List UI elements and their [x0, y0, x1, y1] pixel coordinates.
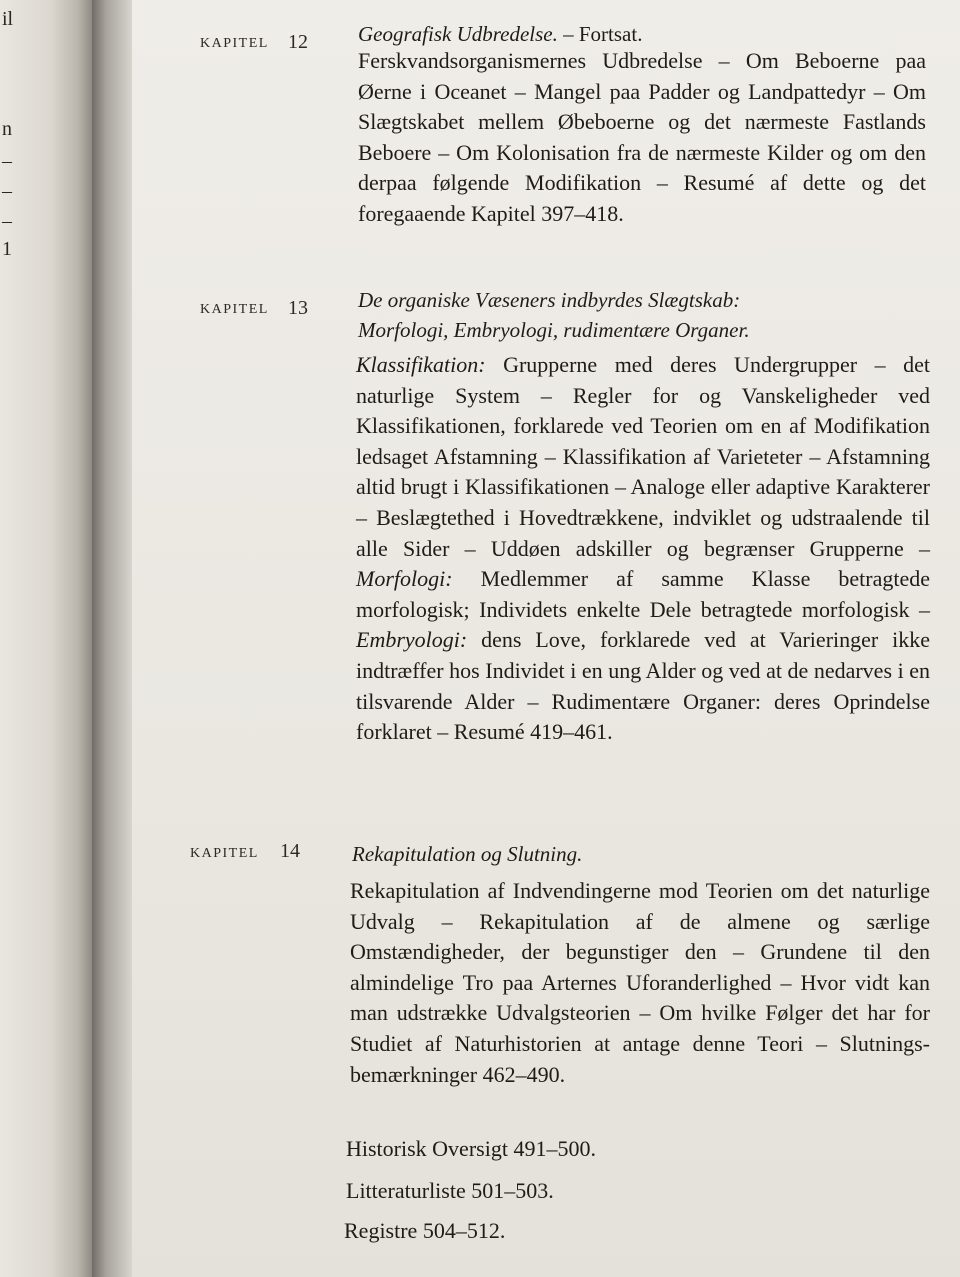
summary-text: Medlemmer af samme Klasse betragtede morfologisk; Individets enkelte Dele betragtede morfologisk – [356, 566, 930, 622]
summary-text: Grupperne med deres Undergrupper – det naturlige System – Regler for og Vanskeligheder ved Klassifikationen, forklarede ved Teorien om en af Modifikation ledsaget Afstamning – Klassifikation af Varieteter – Afstamning altid brugt i Klassifikationen – Analoge eller adaptive Karakterer – Beslægtethed i Hovedtrækkene, indviklet og udstraalende til alle Sider – Uddøen adskiller og begrænser Grupperne – [356, 352, 930, 561]
chapter-label: KAPITEL [190, 846, 259, 861]
chapter-label: KAPITEL [200, 302, 269, 317]
left-page-edge [0, 0, 92, 1277]
chapter-number: 12 [288, 31, 308, 53]
left-page-fragment: 1 [2, 238, 12, 260]
chapter-summary [356, 350, 930, 748]
left-page-fragment: – [2, 180, 12, 202]
chapter-title: Rekapitulation og Slutning. [352, 842, 583, 866]
chapter-title [358, 22, 642, 47]
left-page-fragment: il [2, 8, 14, 30]
left-page-fragment: n [2, 118, 12, 140]
chapter-summary: Rekapitulation af Indvendingerne mod Teorien om det naturlige Udvalg – Rekapitulation af de almene og særlige Omstændigheder, der begunstiger den – Grundene til den almindelige Tro paa Arternes Uforanderlighed – Hvor vidt kan man udstrække Udvalgsteorien – Om hvilke Følger det har for Studiet af Naturhistorien at antage denne Teori – Slutningsbemærkninger 462–490. [350, 878, 930, 1087]
chapter-title-italic: Geografisk Udbredelse. [358, 22, 558, 46]
chapter-title-suffix: – Fortsat. [557, 22, 643, 46]
chapter-title-line-2: Morfologi, Embryologi, rudimentære Organer. [358, 318, 750, 342]
book-gutter [92, 0, 132, 1277]
summary-text: dens Love, forklarede ved at Varieringer ikke indtræffer hos Individet i en ung Alder og ved at de nedarves i en tilsvarende Alder – Rudimentære Organer: deres Oprindelse forklaret – Resumé 419–461. [356, 627, 930, 745]
left-page-fragment: – [2, 210, 12, 232]
chapter-number: 13 [288, 297, 308, 319]
chapter-number: 14 [280, 840, 300, 862]
extra-entry-registre: Registre 504–512. [344, 1218, 506, 1243]
table-of-contents-page [132, 0, 960, 1277]
extra-entry-litteraturliste: Litteraturliste 501–503. [346, 1178, 554, 1203]
chapter-summary: Ferskvandsorganismernes Udbredelse – Om Beboerne paa Øerne i Oceanet – Mangel paa Padder og Landpattedyr – Om Slægtskabet mellem Øbeboerne og det nærmeste Fastlands Beboere – Om Kolonisation fra de nærmeste Kilder og om den derpaa følgende Modifikation – Resumé af dette og det foregaaende Kapitel 397–418. [358, 48, 926, 226]
extra-entry-historisk-oversigt: Historisk Oversigt 491–500. [346, 1136, 596, 1161]
chapter-label: KAPITEL [200, 36, 269, 51]
chapter-title-line-1: De organiske Væseners indbyrdes Slægtskab: [358, 288, 741, 312]
section-heading-klassifikation: Klassifikation: [356, 352, 486, 377]
section-heading-embryologi: Embryologi: [356, 627, 468, 653]
section-heading-morfologi: Morfologi: [356, 566, 453, 592]
left-page-fragment: – [2, 150, 12, 172]
